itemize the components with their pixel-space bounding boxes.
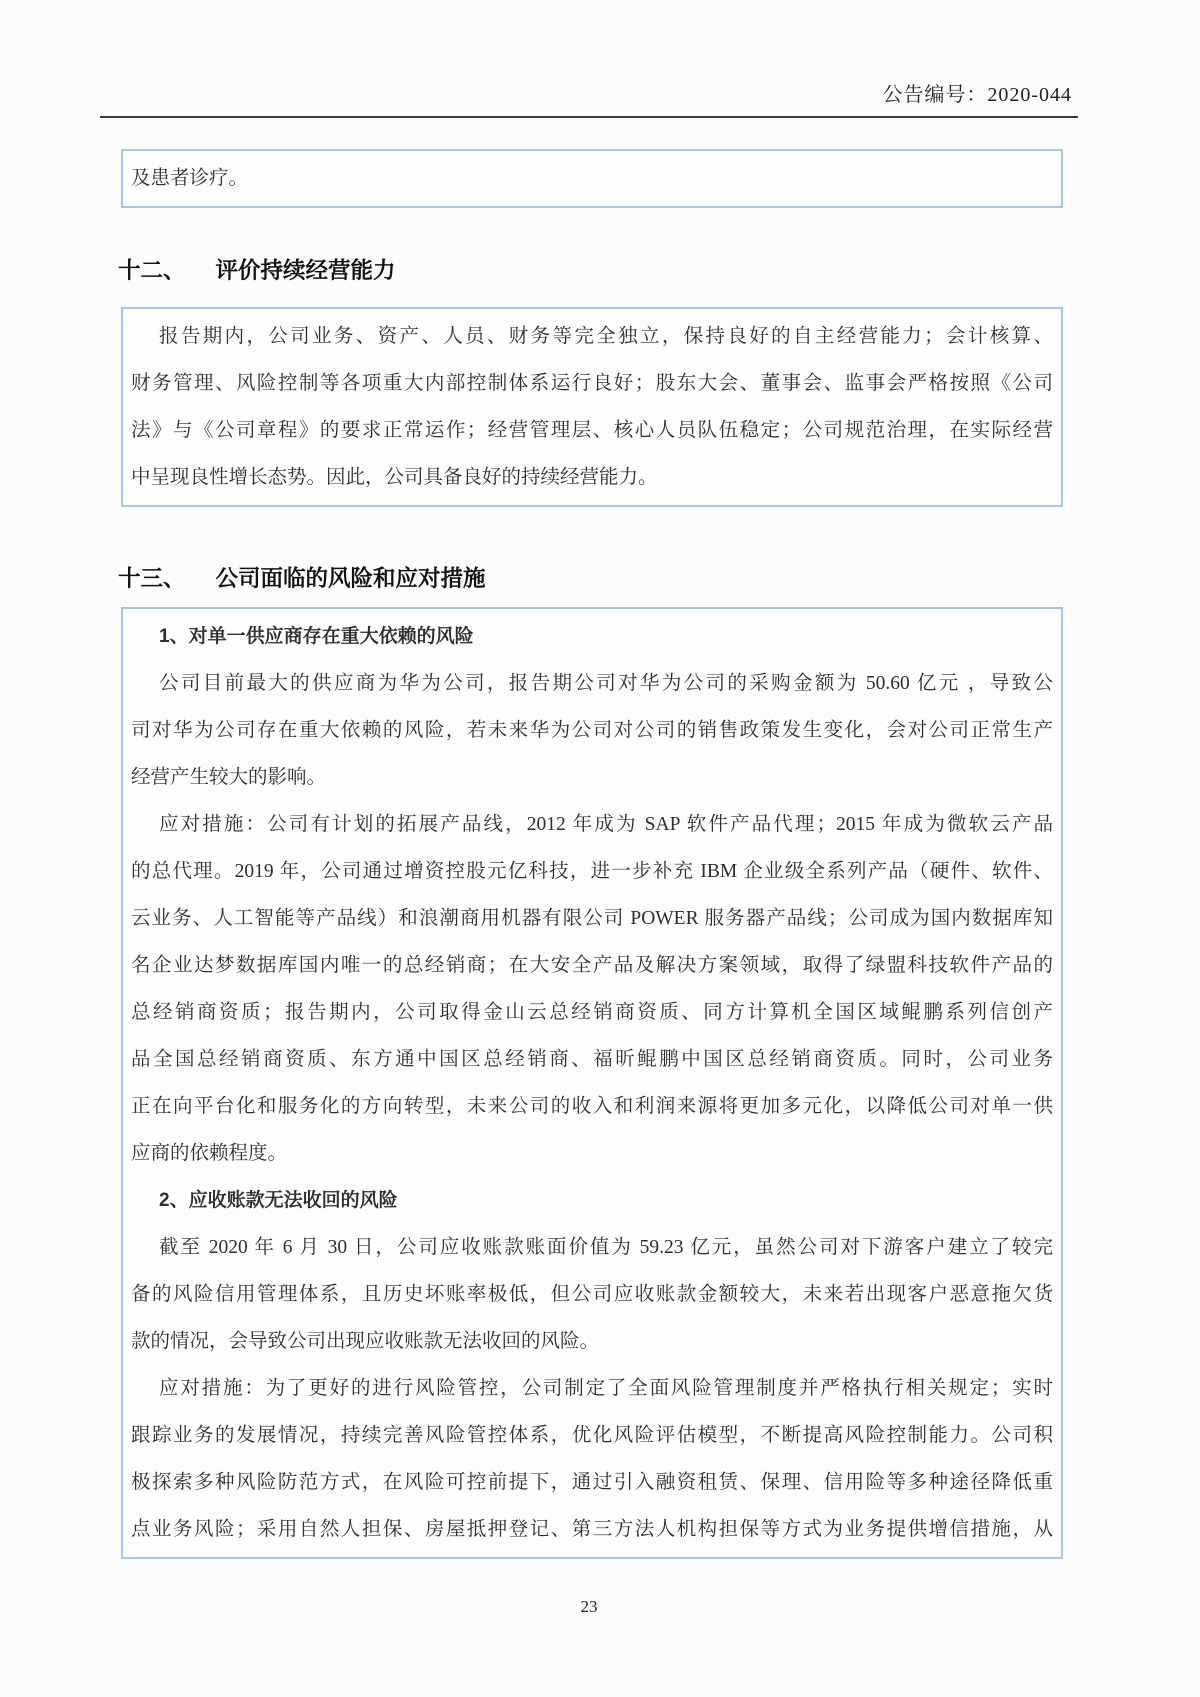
text-line: 云业务、人工智能等产品线）和浪潮商用机器有限公司 POWER 服务器产品线；公司成为国内数据库知: [131, 908, 1053, 929]
section-13-title: 公司面临的风险和应对措施: [215, 566, 486, 591]
text-line: 正在向平台化和服务化的方向转型，未来公司的收入和利润来源将更加多元化，以降低公司对单一供: [131, 1096, 1053, 1117]
text-line: 的总代理。2019 年，公司通过增资控股元亿科技，进一步补充 IBM 企业级全系列产品（硬件、软件、: [131, 861, 1053, 882]
section-13-heading: [118, 561, 1078, 593]
intro-text-box: [121, 149, 1063, 208]
text-line: 中呈现良性增长态势。因此，公司具备良好的持续经营能力。: [131, 467, 658, 488]
text-line: 司对华为公司存在重大依赖的风险，若未来华为公司对公司的销售政策发生变化，会对公司正常生产: [131, 720, 1053, 741]
section-13-text-box: [121, 607, 1063, 1559]
text-line: 截至 2020 年 6 月 30 日，公司应收账款账面价值为 59.23 亿元，虽然公司对下游客户建立了较完: [159, 1237, 1053, 1258]
text-line: 跟踪业务的发展情况，持续完善风险管控体系，优化风险评估模型，不断提高风险控制能力。公司积: [131, 1425, 1053, 1446]
text-line: 点业务风险；采用自然人担保、房屋抵押登记、第三方法人机构担保等方式为业务提供增信措施，从: [131, 1519, 1053, 1540]
document-page: [100, 0, 1078, 1617]
section-13-number: 十三、: [118, 566, 186, 591]
announcement-number: 公告编号：2020-044: [882, 84, 1072, 106]
section-12-title: 评价持续经营能力: [215, 258, 396, 283]
text-line: 法》与《公司章程》的要求正常运作；经营管理层、核心人员队伍稳定；公司规范治理，在实际经营: [131, 420, 1053, 441]
text-line: 财务管理、风险控制等各项重大内部控制体系运行良好；股东大会、董事会、监事会严格按照《公司: [131, 373, 1053, 394]
section-12-heading: [118, 253, 1078, 285]
text-line: 总经销商资质；报告期内，公司取得金山云总经销商资质、同方计算机全国区域鲲鹏系列信创产: [131, 1002, 1053, 1023]
text-line: 极探索多种风险防范方式，在风险可控前提下，通过引入融资租赁、保理、信用险等多种途径降低重: [131, 1472, 1053, 1493]
text-line: 名企业达梦数据库国内唯一的总经销商；在大安全产品及解决方案领域，取得了绿盟科技软件产品的: [131, 955, 1053, 976]
text-line: 应对措施：为了更好的进行风险管控，公司制定了全面风险管理制度并严格执行相关规定；实时: [159, 1378, 1053, 1399]
text-line: 及患者诊疗。: [131, 168, 249, 189]
text-line: 报告期内，公司业务、资产、人员、财务等完全独立，保持良好的自主经营能力；会计核算、: [159, 326, 1053, 347]
text-line: 款的情况，会导致公司出现应收账款无法收回的风险。: [131, 1331, 600, 1352]
risk-1-subheading: 1、对单一供应商存在重大依赖的风险: [159, 626, 474, 647]
text-line: 应对措施：公司有计划的拓展产品线，2012 年成为 SAP 软件产品代理；2015 年成为微软云产品: [159, 814, 1053, 835]
text-line: 备的风险信用管理体系，且历史坏账率极低，但公司应收账款金额较大，未来若出现客户恶意拖欠货: [131, 1284, 1053, 1305]
text-line: 应商的依赖程度。: [131, 1143, 288, 1164]
header-divider: [100, 116, 1078, 118]
section-12-text-box: [121, 307, 1063, 507]
text-line: 品全国总经销商资质、东方通中国区总经销商、福昕鲲鹏中国区总经销商资质。同时，公司业务: [131, 1049, 1053, 1070]
risk-2-subheading: 2、应收账款无法收回的风险: [159, 1190, 398, 1211]
text-line: 公司目前最大的供应商为华为公司，报告期公司对华为公司的采购金额为 50.60 亿元 ，导致公: [159, 673, 1053, 694]
text-line: 经营产生较大的影响。: [131, 767, 327, 788]
section-12-number: 十二、: [118, 258, 186, 283]
page-number: 23: [580, 1597, 598, 1616]
